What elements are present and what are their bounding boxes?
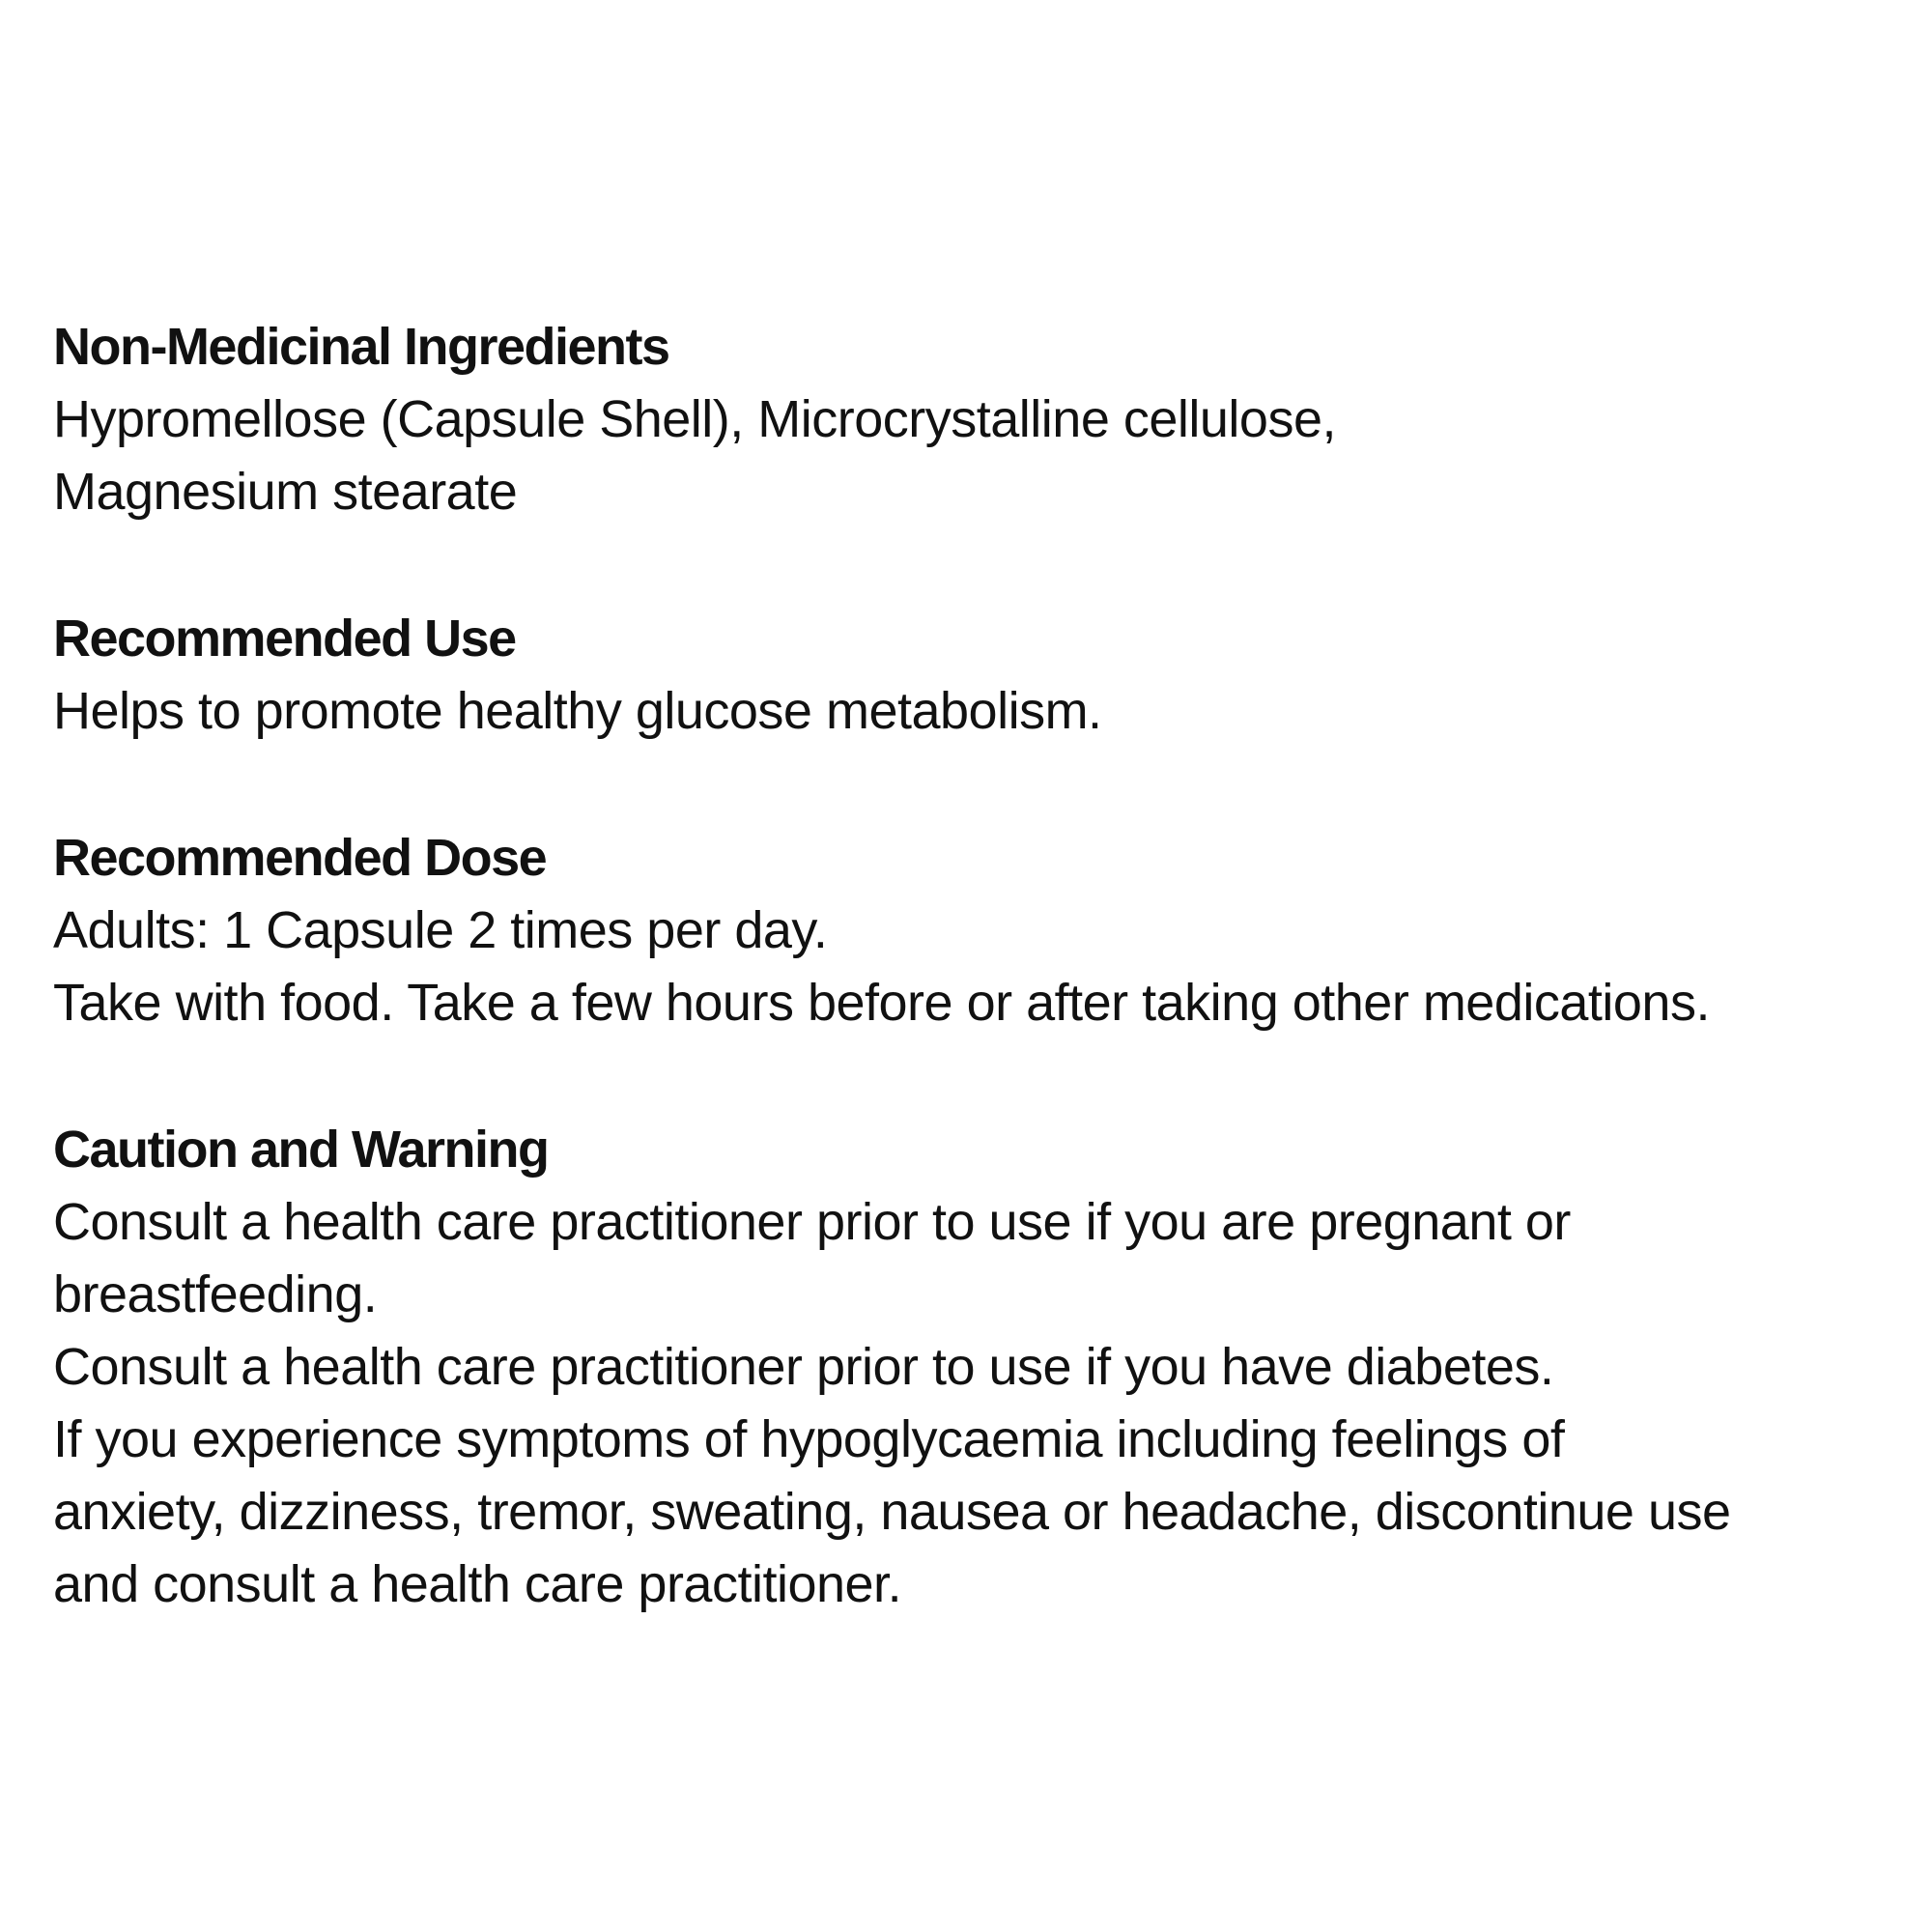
section-text-line: If you experience symptoms of hypoglycaemia including feelings of <box>53 1410 1565 1468</box>
section-heading: Caution and Warning <box>53 1121 549 1179</box>
caution-and-warning-section <box>53 1114 1918 1621</box>
non-medicinal-ingredients-section <box>53 311 1918 528</box>
section-text-line: Adults: 1 Capsule 2 times per day. <box>53 901 828 959</box>
section-text-line: anxiety, dizziness, tremor, sweating, nausea or headache, discontinue use <box>53 1483 1731 1541</box>
recommended-use-section <box>53 603 1918 748</box>
section-text-line: and consult a health care practitioner. <box>53 1555 902 1613</box>
section-text-line: Helps to promote healthy glucose metabolism. <box>53 682 1102 740</box>
section-heading: Non-Medicinal Ingredients <box>53 318 669 376</box>
section-text-line: Take with food. Take a few hours before or after taking other medications. <box>53 974 1710 1032</box>
section-heading: Recommended Use <box>53 610 516 668</box>
section-text-line: Consult a health care practitioner prior to use if you have diabetes. <box>53 1338 1554 1396</box>
section-text-line: Hypromellose (Capsule Shell), Microcrystalline cellulose, <box>53 390 1336 448</box>
section-text-line: Magnesium stearate <box>53 463 518 521</box>
section-text-line: Consult a health care practitioner prior to use if you are pregnant or <box>53 1193 1571 1251</box>
recommended-dose-section <box>53 822 1918 1039</box>
section-heading: Recommended Dose <box>53 829 547 887</box>
section-text-line: breastfeeding. <box>53 1265 378 1323</box>
label-text-panel <box>53 311 1918 1621</box>
